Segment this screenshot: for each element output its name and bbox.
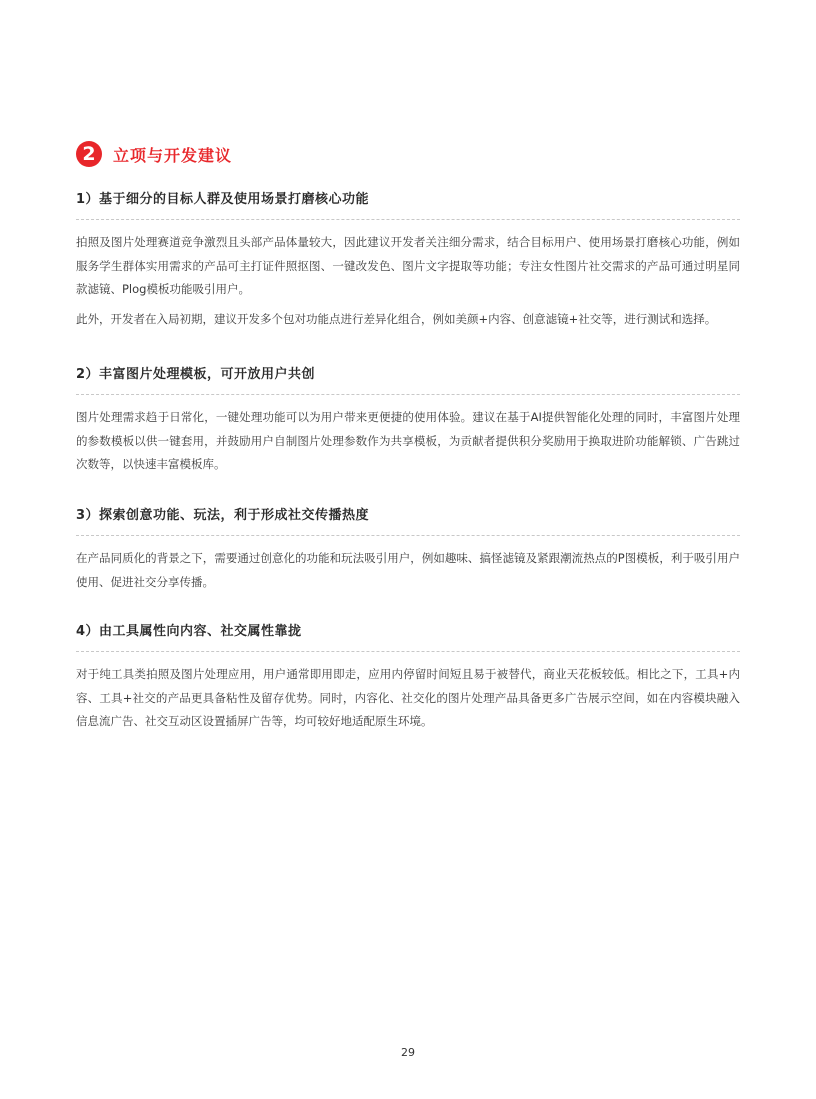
subsection-4	[76, 624, 740, 734]
subsection-title: 1）基于细分的目标人群及使用场景打磨核心功能	[76, 192, 370, 207]
section-header	[76, 141, 232, 167]
dashed-divider	[76, 219, 740, 220]
subsection-title: 4）由工具属性向内容、社交属性靠拢	[76, 624, 302, 639]
subsection-title: 3）探索创意功能、玩法，利于形成社交传播热度	[76, 508, 370, 523]
subsection-title: 2）丰富图片处理模板，可开放用户共创	[76, 367, 316, 382]
paragraph: 拍照及图片处理赛道竞争激烈且头部产品体量较大，因此建议开发者关注细分需求，结合目标用户、使用场景打磨核心功能，例如服务学生群体实用需求的产品可主打证件照抠图、一键改发色、图片文字提取等功能；专注女性图片社交需求的产品可通过明星同款滤镜、Plog模板功能吸引用户。	[76, 235, 740, 296]
dashed-divider	[76, 394, 740, 395]
dashed-divider	[76, 535, 740, 536]
subsection-3	[76, 508, 740, 594]
paragraph: 对于纯工具类拍照及图片处理应用，用户通常即用即走，应用内停留时间短且易于被替代，商业天花板较低。相比之下，工具+内容、工具+社交的产品更具备粘性及留存优势。同时，内容化、社交化的图片处理产品具备更多广告展示空间，如在内容模块融入信息流广告、社交互动区设置插屏广告等，均可较好地适配原生环境。	[76, 667, 740, 728]
paragraph: 图片处理需求趋于日常化，一键处理功能可以为用户带来更便捷的使用体验。建议在基于AI提供智能化处理的同时，丰富图片处理的参数模板以供一键套用，并鼓励用户自制图片处理参数作为共享模板，为贡献者提供积分奖励用于换取进阶功能解锁、广告跳过次数等，以快速丰富模板库。	[76, 410, 740, 471]
paragraph: 此外，开发者在入局初期，建议开发多个包对功能点进行差异化组合，例如美颜+内容、创意滤镜+社交等，进行测试和选择。	[76, 311, 717, 326]
section-number-badge: 2	[76, 141, 102, 167]
section-title: 立项与开发建议	[113, 145, 233, 165]
page-number: 29	[401, 1046, 415, 1059]
dashed-divider	[76, 651, 740, 652]
subsection-2	[76, 367, 740, 477]
paragraph: 在产品同质化的背景之下，需要通过创意化的功能和玩法吸引用户，例如趣味、搞怪滤镜及紧跟潮流热点的P图模板，利于吸引用户使用、促进社交分享传播。	[76, 551, 740, 589]
subsection-1	[76, 192, 740, 331]
